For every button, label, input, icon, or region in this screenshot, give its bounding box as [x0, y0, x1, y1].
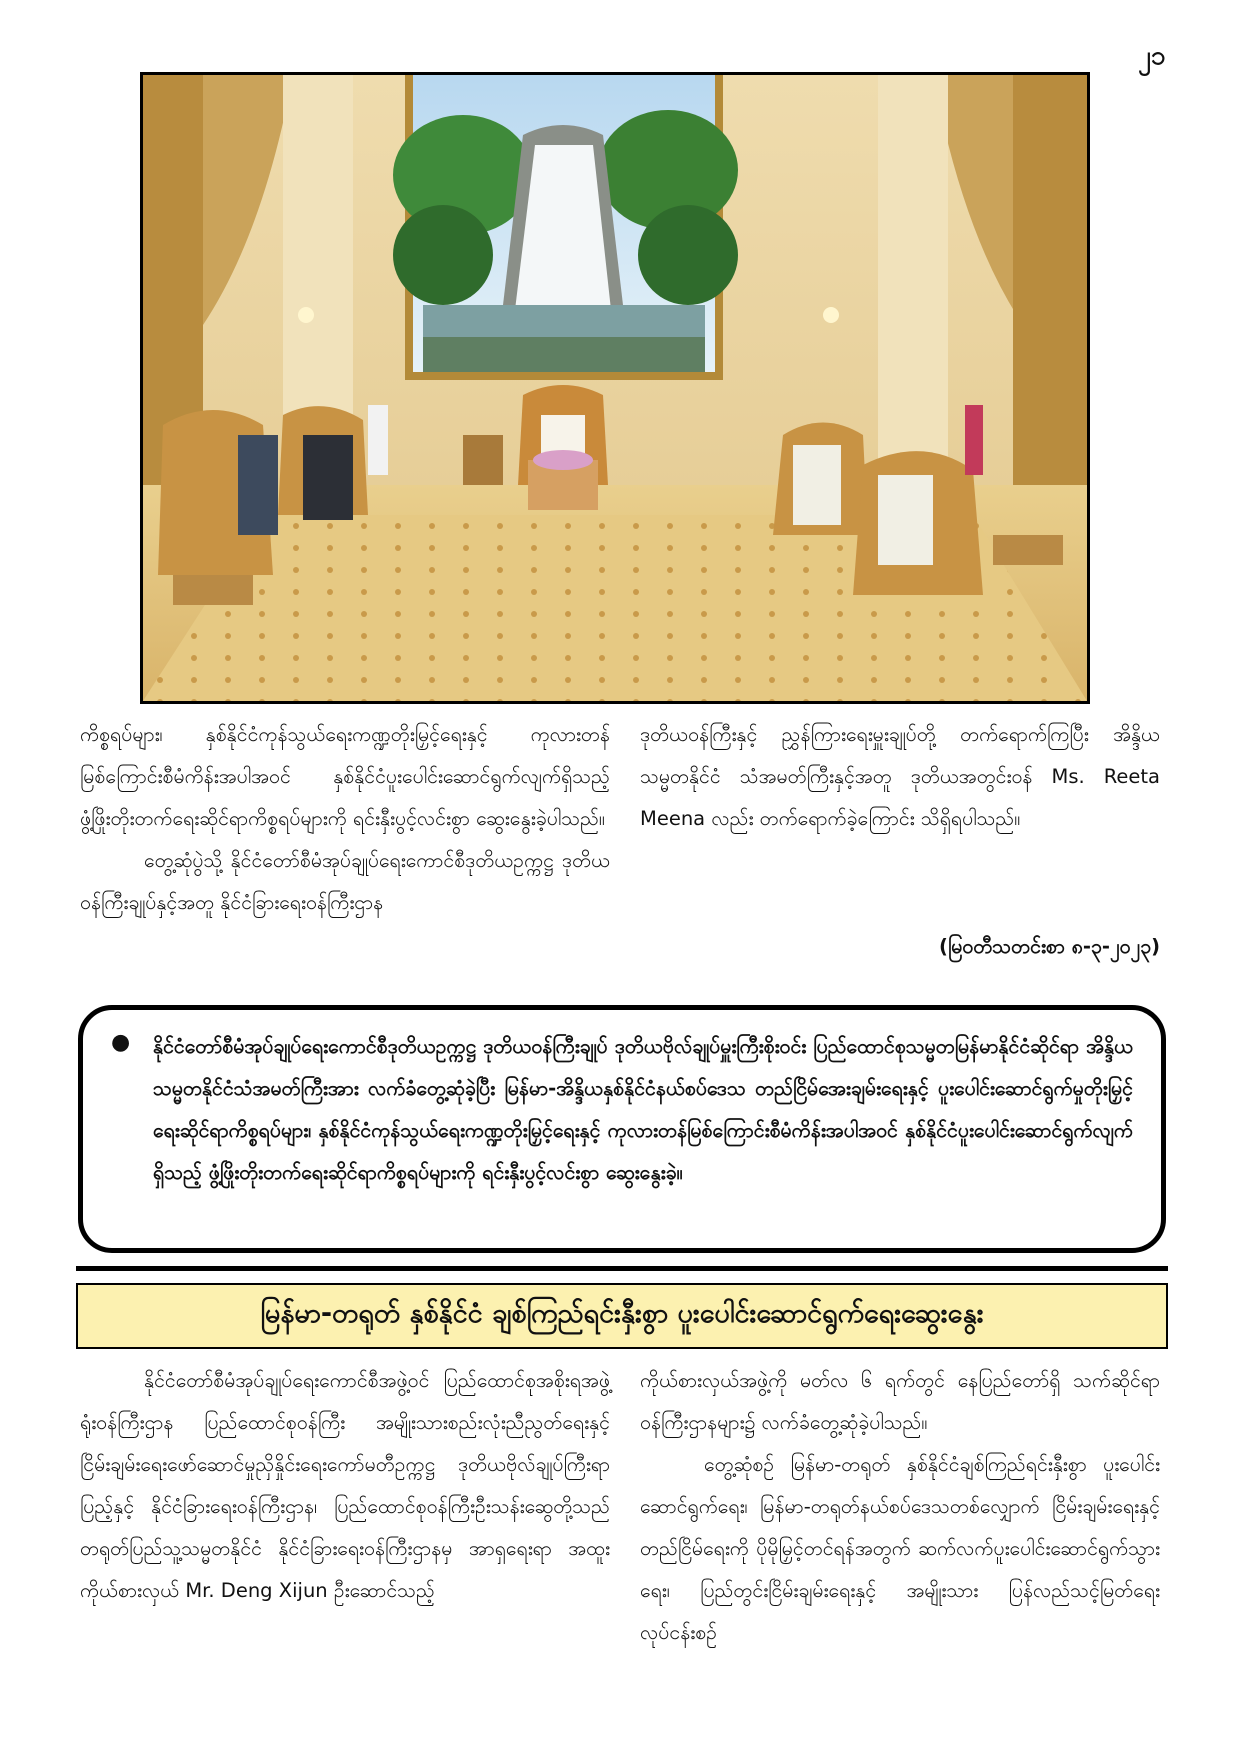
article2-paragraph: ကိုယ်စားလှယ်အဖွဲ့ကို မတ်လ ၆ ရက်တွင် နေပြည်တော်ရှိ သက်ဆိုင်ရာဝန်ကြီးဌာနများ၌ လက်ခံတွေ့ဆုံခဲ့ပါသည်။: [640, 1369, 1160, 1434]
article1-right-column: [640, 714, 1160, 840]
article1-left-column: [80, 714, 610, 924]
article2-paragraph: တွေ့ဆုံစဉ် မြန်မာ-တရုတ် နှစ်နိုင်ငံချစ်ကြည်ရင်းနှီးစွာ ပူးပေါင်းဆောင်ရွက်ရေး၊ မြန်မာ-တရုတ်နယ်စပ်ဒေသတစ်လျှောက် ငြိမ်းချမ်းရေးနှင့် တည်ငြိမ်ရေးကို ပိုမိုမြှင့်တင်ရန်အတွက် ဆက်လက်ပူးပေါင်းဆောင်ရွက်သွားရေး၊ ပြည်တွင်းငြိမ်းချမ်းရေးနှင့် အမျိုးသား ပြန်လည်သင့်မြတ်ရေးလုပ်ငန်းစဉ်: [640, 1453, 1160, 1644]
article2-headline: မြန်မာ-တရုတ် နှစ်နိုင်ငံ ချစ်ကြည်ရင်းနှီးစွာ ပူးပေါင်းဆောင်ရွက်ရေးဆွေးနွေး: [76, 1283, 1168, 1349]
meeting-photo: [140, 72, 1090, 704]
article1-paragraph: ဒုတိယဝန်ကြီးနှင့် ညွှန်ကြားရေးမှူးချုပ်တို့ တက်ရောက်ကြပြီး အိန္ဒိယသမ္မတနိုင်ငံ သံအမတ်ကြီးနှင့်အတူ ဒုတိယအတွင်းဝန် Ms. Reeta Meena လည်း တက်ရောက်ခဲ့ကြောင်း သိရှိရပါသည်။: [640, 723, 1160, 830]
summary-text: နိုင်ငံတော်စီမံအုပ်ချုပ်ရေးကောင်စီဒုတိယဥက္ကဋ္ဌ ဒုတိယဝန်ကြီးချုပ် ဒုတိယဗိုလ်ချုပ်မှူးကြီးစိုးဝင်း ပြည်ထောင်စုသမ္မတမြန်မာနိုင်ငံဆိုင်ရာ အိန္ဒိယသမ္မတနိုင်ငံသံအမတ်ကြီးအား လက်ခံတွေ့ဆုံခဲ့ပြီး မြန်မာ-အိန္ဒိယနှစ်နိုင်ငံနယ်စပ်ဒေသ တည်ငြိမ်အေးချမ်းရေးနှင့် ပူးပေါင်းဆောင်ရွက်မှုတိုးမြှင့်ရေးဆိုင်ရာကိစ္စရပ်များ၊ နှစ်နိုင်ငံကုန်သွယ်ရေးကဏ္ဍတိုးမြှင့်ရေးနှင့် ကုလားတန်မြစ်ကြောင်းစီမံကိန်းအပါအဝင် နှစ်နိုင်ငံပူးပေါင်းဆောင်ရွက်လျက်ရှိသည့် ဖွံ့ဖြိုးတိုးတက်ရေးဆိုင်ရာကိစ္စရပ်များကို ရင်းနှီးပွင့်လင်းစွာ ဆွေးနွေးခဲ့။: [153, 1035, 1133, 1184]
article2-right-column: [640, 1360, 1160, 1654]
article1-paragraph: ကိစ္စရပ်များ၊ နှစ်နိုင်ငံကုန်သွယ်ရေးကဏ္ဍတိုးမြှင့်ရေးနှင့် ကုလားတန်မြစ်ကြောင်းစီမံကိန်းအပါအဝင် နှစ်နိုင်ငံပူးပေါင်းဆောင်ရွက်လျက်ရှိသည့် ဖွံ့ဖြိုးတိုးတက်ရေးဆိုင်ရာကိစ္စရပ်များကို ရင်းနှီးပွင့်လင်းစွာ ဆွေးနွေးခဲ့ပါသည်။: [80, 723, 610, 830]
section-divider: [76, 1266, 1168, 1271]
article2-paragraph: နိုင်ငံတော်စီမံအုပ်ချုပ်ရေးကောင်စီအဖွဲ့ဝင် ပြည်ထောင်စုအစိုးရအဖွဲ့ရုံးဝန်ကြီးဌာန ပြည်ထောင်စုဝန်ကြီး အမျိုးသားစည်းလုံးညီညွတ်ရေးနှင့် ငြိမ်းချမ်းရေးဖော်ဆောင်မှုညှိနှိုင်းရေးကော်မတီဥက္ကဋ္ဌ ဒုတိယဗိုလ်ချုပ်ကြီးရာပြည့်နှင့် နိုင်ငံခြားရေးဝန်ကြီးဌာန၊ ပြည်ထောင်စုဝန်ကြီးဦးသန်းဆွေတို့သည် တရုတ်ပြည်သူ့သမ္မတနိုင်ငံ နိုင်ငံခြားရေးဝန်ကြီးဌာနမှ အာရှရေးရာ အထူးကိုယ်စားလှယ် Mr. Deng Xijun ဦးဆောင်သည့်: [80, 1369, 610, 1602]
article2-left-column: [80, 1360, 610, 1612]
article1-paragraph: တွေ့ဆုံပွဲသို့ နိုင်ငံတော်စီမံအုပ်ချုပ်ရေးကောင်စီဒုတိယဥက္ကဋ္ဌ ဒုတိယဝန်ကြီးချုပ်နှင့်အတူ နိုင်ငံခြားရေးဝန်ကြီးဌာန: [80, 849, 610, 914]
bullet-icon: ●: [111, 1030, 131, 1055]
page-number: ၂၁: [1138, 41, 1166, 71]
summary-box: [78, 1005, 1166, 1253]
article1-source: (မြဝတီသတင်းစာ ၈-၃-၂၀၂၃): [939, 935, 1160, 958]
